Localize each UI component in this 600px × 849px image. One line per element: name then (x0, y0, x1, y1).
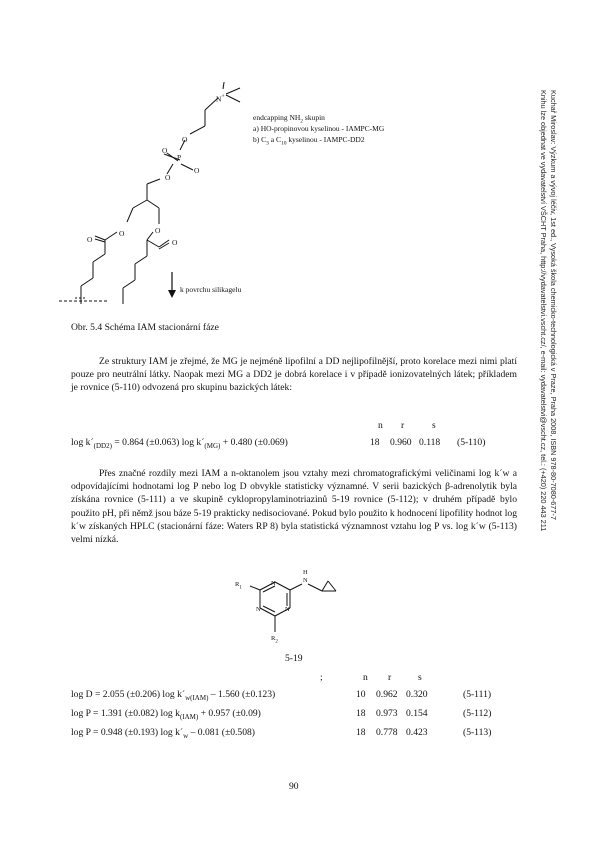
page-number: 90 (289, 781, 299, 792)
paragraph-1 (71, 355, 517, 395)
atom-label: P (177, 153, 182, 162)
eq-n: 18 (356, 708, 366, 719)
eq-s: 0.118 (419, 437, 441, 448)
atom-label: N+ (216, 94, 225, 104)
stats-header-n: n (363, 672, 368, 683)
eq-r: 0.778 (376, 727, 398, 738)
atom-label: N (256, 606, 261, 613)
bond (190, 126, 205, 134)
atom-label: O (87, 235, 93, 244)
compound-label: 5-19 (285, 653, 303, 664)
bond (260, 608, 275, 616)
stats-header-semicolon: ; (320, 672, 323, 683)
bond (226, 95, 240, 102)
stats-header-s: s (418, 672, 422, 683)
bond (105, 232, 117, 240)
equation-5-111: log D = 2.055 (±0.206) $\log k´_{w(IAM)} - 1.560$ (±0.123) (71, 689, 276, 702)
bond (133, 200, 147, 208)
bond (147, 232, 153, 240)
bond (147, 200, 159, 208)
r1-label: $R_1$ (235, 581, 242, 591)
eq-number: (5-113) (463, 727, 492, 738)
bond (123, 280, 135, 288)
bond (181, 164, 193, 170)
bond (328, 581, 336, 591)
eq-number: (5-110) (457, 437, 486, 448)
atom-label: O (119, 229, 125, 238)
eq-n: 10 (356, 689, 366, 700)
equation-5-112: log P = 1.391 (±0.082) $\log k_{(IAM)} + 0.957$ (±0.09) (71, 708, 261, 721)
silica-surface-label: k povrchu silikagelu (180, 285, 242, 294)
bond (147, 179, 160, 184)
bond (275, 582, 290, 590)
bond (308, 584, 322, 591)
eq-s: 0.423 (406, 727, 428, 738)
eq-n: 18 (370, 437, 380, 448)
equation-5-113: log P = 0.948 (±0.193) $\log k´_w - 0.081$ (±0.508) (71, 727, 256, 740)
atom-label: N (271, 580, 276, 587)
bond (135, 256, 147, 264)
bond (290, 584, 302, 590)
side-note (518, 90, 558, 595)
bond (250, 586, 260, 590)
bond (223, 82, 225, 89)
bond (81, 278, 93, 286)
atom-label: O (172, 238, 178, 247)
amine-n-label: N (303, 577, 308, 584)
stats-header-r: r (388, 672, 392, 683)
equation-5-110: $\log k´_{(DD2)} = 0.864$ (±0.063) $\log k´_{(MG)} + 0.480$ (±0.069) (71, 437, 288, 450)
amine-h-label: H (303, 569, 308, 576)
paragraph-2-text: Přes značné rozdíly mezi IAM a n-oktanolem jsou vztahy mezi chromatografickými veličinami log k´w a odpovídajícími hodnotami log P nebo log D obvykle statisticky významné. V serii bazických β-adrenolytik byla získána rovnice (5-111) a ve skupině cyklopropylaminotriazinů 5-19 rovnice (5-112); v druhém případě bylo použito pH, při němž jsou báze 5-19 prakticky nedisociované. Pokud bylo použito k hodnocení lipofility hodnot log k´w získaných HPLC (stacionární fáze: Waters RP 8) byla statistická významnost vztahu log P vs. log k´w (5-113) velmi nízká. (71, 468, 517, 546)
iam-structure-figure (55, 82, 265, 312)
atom-label: N (285, 606, 290, 613)
bond (93, 254, 105, 262)
r2-label: $R_2$ (271, 635, 278, 645)
atom-label: O (165, 173, 171, 182)
eq-r: 0.962 (376, 689, 398, 700)
figure-caption: Obr. 5.4 Schéma IAM stacionární fáze (71, 322, 219, 333)
paragraph-2 (71, 467, 517, 546)
bond (322, 581, 328, 591)
eq-r: 0.973 (376, 708, 398, 719)
eq-number: (5-112) (463, 708, 492, 719)
arrowhead (168, 290, 176, 298)
stats-header-s: s (432, 420, 436, 431)
eq-s: 0.320 (406, 689, 428, 700)
variant-a-label: a) HO-propinovou kyselinou - IAMPC-MG (253, 124, 385, 133)
endcapping-label: endcapping $NH_2$ skupin (253, 113, 325, 125)
bond (127, 208, 133, 222)
bond (226, 88, 240, 94)
paragraph-1-text: Ze struktury IAM je zřejmé, že MG je nejméně lipofilní a DD nejlipofilnější, proto korelace mezi nimi platí pouze pro neutrální látky. Naopak mezi MG a DD2 je dobrá korelace i v případě ionizovatelných látek; příkladem je rovnice (5-110) odvozená pro skupinu bazických látek: (71, 356, 517, 394)
side-note-line-1: Kuchař Miroslav: Výzkum a vývoj léčiv, 1st ed., Vysoká škola chemicko-technologická v Praze, Praha 2008, ISBN 978-80-7080-677-7 (549, 90, 558, 520)
atom-label: O (162, 146, 168, 155)
atom-label: O (182, 135, 188, 144)
stats-header-r: r (401, 420, 405, 431)
variant-b-label: b) $C_3$ a $C_{10}$ kyselinou - IAMPC-DD2 (253, 135, 365, 147)
atom-label: O (194, 166, 200, 175)
bond (147, 240, 159, 247)
eq-s: 0.154 (406, 708, 428, 719)
triazine-structure (228, 578, 368, 658)
eq-r: 0.960 (390, 437, 412, 448)
atom-label: O (155, 226, 161, 235)
side-note-line-2: Knihu lze objednat ve vydavatelství VŠCHT Praha, http://vydavatelstvi.vscht.cz/, e-mail: vydavatelstvi@vscht.cz, tel.: (+420) 220 443 211 (539, 90, 548, 532)
eq-n: 18 (356, 727, 366, 738)
stats-header-n: n (378, 420, 383, 431)
eq-number: (5-111) (463, 689, 492, 700)
